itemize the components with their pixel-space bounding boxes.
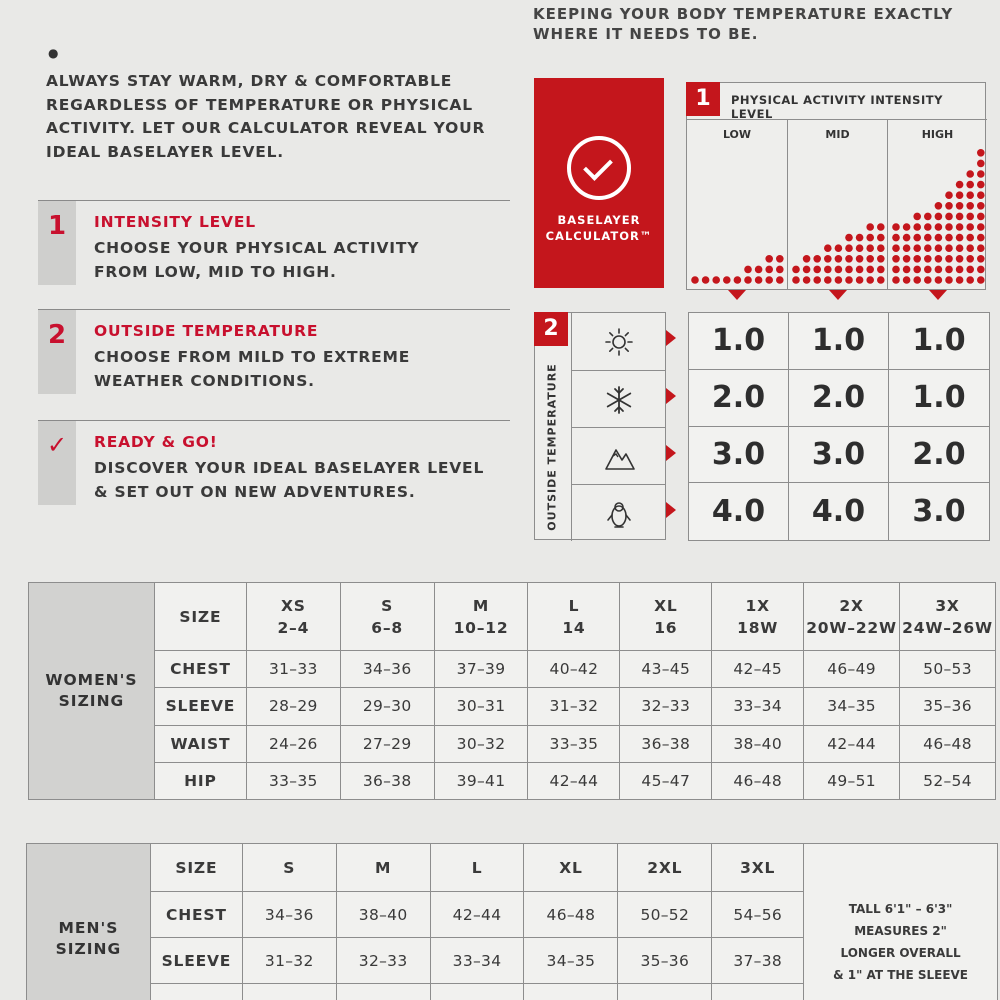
row-label: CHEST [150, 892, 242, 938]
intensity-dot [845, 276, 853, 284]
intensity-dot [924, 213, 932, 221]
intensity-dot [977, 160, 985, 168]
table-cell: 36–38 [620, 725, 712, 762]
intensity-dot [866, 223, 874, 231]
note-line: LONGER OVERALL [840, 946, 961, 960]
size-column-header: 3X 24W–26W [900, 583, 996, 651]
size-column-header: M [336, 844, 430, 892]
table-cell: 35–36 [900, 688, 996, 725]
step-ready [38, 420, 510, 506]
baselayer-level-value: 1.0 [889, 313, 989, 370]
intensity-dot [935, 234, 943, 242]
intensity-dot [966, 170, 974, 178]
step-title: OUTSIDE TEMPERATURE [94, 322, 319, 340]
step-description [94, 237, 504, 284]
table-cell: 32–33 [620, 688, 712, 725]
group-label-line: SIZING [55, 939, 122, 958]
activity-level-high [887, 119, 987, 289]
sun-icon [604, 327, 634, 357]
intensity-dot [877, 266, 885, 274]
intensity-dot [956, 202, 964, 210]
intensity-dot [903, 234, 911, 242]
intensity-dot [924, 266, 932, 274]
size-column-header: 1X 18W [712, 583, 804, 651]
table-cell: 45–47 [620, 762, 712, 799]
size-column-header: XS 2–4 [246, 583, 340, 651]
table-cell [430, 984, 524, 1000]
table-cell: 37–38 [712, 938, 804, 984]
intensity-dot [913, 244, 921, 252]
baselayer-calculator-badge [534, 78, 664, 288]
table-cell [336, 984, 430, 1000]
intensity-dot [913, 223, 921, 231]
table-cell: 28–29 [246, 688, 340, 725]
intensity-dot [913, 213, 921, 221]
step-desc-line: CHOOSE FROM MILD TO EXTREME [94, 348, 411, 366]
right-arrow-icon [666, 330, 676, 346]
table-cell: 35–36 [618, 938, 712, 984]
intensity-dot [755, 276, 763, 284]
right-arrow-icon [666, 445, 676, 461]
table-cell: 30–31 [434, 688, 528, 725]
intensity-dot [956, 181, 964, 189]
intensity-dots-high [888, 120, 988, 290]
mountain-icon [604, 442, 636, 472]
activity-level-label: MID [825, 128, 850, 141]
row-label: WAIST [154, 725, 246, 762]
group-label-line: WOMEN'S [45, 671, 138, 689]
intensity-dot [903, 244, 911, 252]
intensity-dot [935, 202, 943, 210]
size-column-header: 2X 20W–22W [804, 583, 900, 651]
calculator-label-line: CALCULATOR™ [545, 229, 653, 243]
intensity-dot [723, 276, 731, 284]
note-line: MEASURES 2" [854, 924, 947, 938]
mens-sizing-label [27, 844, 151, 1000]
table-cell: 33–35 [528, 725, 620, 762]
intensity-dot [877, 255, 885, 263]
intensity-dot [935, 266, 943, 274]
intensity-dot [945, 276, 953, 284]
down-arrow-icon [829, 290, 847, 300]
intensity-dot [824, 244, 832, 252]
intensity-dot [956, 244, 964, 252]
table-cell: 50–52 [618, 892, 712, 938]
table-cell: 46–48 [524, 892, 618, 938]
activity-number: 1 [686, 82, 720, 116]
step-number: 2 [38, 310, 76, 394]
group-label-line: SIZING [58, 692, 125, 710]
intensity-dot [977, 181, 985, 189]
down-arrow-icon [929, 290, 947, 300]
table-cell [242, 984, 336, 1000]
step-description [94, 457, 504, 504]
intensity-dot [792, 276, 800, 284]
activity-level-low [687, 119, 787, 289]
intensity-dot [856, 276, 864, 284]
table-cell [712, 984, 804, 1000]
intensity-dot [845, 255, 853, 263]
intro-text [46, 70, 486, 164]
intensity-dot [835, 276, 843, 284]
step-title: READY & GO! [94, 433, 218, 451]
intensity-dot [866, 255, 874, 263]
intensity-dot [835, 244, 843, 252]
intensity-dot [945, 244, 953, 252]
table-cell: 49–51 [804, 762, 900, 799]
table-cell: 40–42 [528, 651, 620, 688]
right-arrow-icon [666, 388, 676, 404]
table-cell: 34–36 [242, 892, 336, 938]
intensity-dot [824, 276, 832, 284]
intensity-dot [734, 276, 742, 284]
baselayer-level-value: 1.0 [889, 370, 989, 427]
intensity-dot [956, 213, 964, 221]
intensity-dot [903, 276, 911, 284]
table-cell: 31–32 [528, 688, 620, 725]
intensity-dot [966, 266, 974, 274]
intensity-dot [945, 202, 953, 210]
table-cell: 32–33 [336, 938, 430, 984]
intensity-dot [765, 255, 773, 263]
note-line: TALL 6'1" – 6'3" [848, 902, 953, 916]
baselayer-level-value: 1.0 [689, 313, 789, 370]
penguin-icon [604, 499, 634, 529]
intensity-dot [924, 234, 932, 242]
intensity-dot [744, 266, 752, 274]
intensity-dot [824, 266, 832, 274]
intensity-dot [776, 255, 784, 263]
table-row [29, 688, 996, 725]
size-column-header: S 6–8 [340, 583, 434, 651]
calculator-label-line: BASELAYER [557, 213, 641, 227]
table-cell: 42–44 [430, 892, 524, 938]
leaf-icon: ● [48, 46, 59, 60]
mens-sizing-table [26, 843, 998, 1000]
step-desc-line: DISCOVER YOUR IDEAL BASELAYER LEVEL [94, 459, 485, 477]
table-cell: 34–35 [804, 688, 900, 725]
table-cell: 46–48 [712, 762, 804, 799]
intensity-dot [977, 170, 985, 178]
intensity-dot [935, 244, 943, 252]
activity-title: PHYSICAL ACTIVITY INTENSITY LEVEL [731, 93, 943, 121]
row-label: SLEEVE [154, 688, 246, 725]
intensity-dot [924, 244, 932, 252]
intensity-dot [892, 266, 900, 274]
intensity-dot [913, 266, 921, 274]
tagline [533, 4, 993, 44]
note-line: & 1" AT THE SLEEVE [833, 968, 969, 982]
intensity-dot [835, 255, 843, 263]
table-cell: 30–32 [434, 725, 528, 762]
row-label: SLEEVE [150, 938, 242, 984]
intensity-dot [803, 255, 811, 263]
step-temperature [38, 309, 510, 395]
intensity-dot [845, 244, 853, 252]
intensity-dot [977, 213, 985, 221]
womens-sizing-label [29, 583, 155, 800]
table-cell [150, 984, 242, 1000]
step-intensity [38, 200, 510, 286]
baselayer-level-value: 2.0 [689, 370, 789, 427]
intensity-dot [945, 255, 953, 263]
baselayer-level-value: 2.0 [889, 427, 989, 484]
table-cell: 27–29 [340, 725, 434, 762]
intensity-dot [977, 202, 985, 210]
step-description [94, 346, 504, 393]
baselayer-level-value: 1.0 [789, 313, 889, 370]
tagline-line: KEEPING YOUR BODY TEMPERATURE EXACTLY [533, 5, 954, 23]
intensity-dot [765, 266, 773, 274]
intensity-dot [977, 244, 985, 252]
intro-line: IDEAL BASELAYER LEVEL. [46, 142, 284, 161]
intensity-dot [966, 181, 974, 189]
intensity-dot [824, 255, 832, 263]
intensity-dot [866, 244, 874, 252]
table-cell: 33–35 [246, 762, 340, 799]
intensity-dot [892, 223, 900, 231]
intensity-dot [877, 244, 885, 252]
intensity-dot [856, 266, 864, 274]
intensity-dot [892, 244, 900, 252]
temperature-cold [571, 370, 666, 427]
temperature-title: OUTSIDE TEMPERATURE [545, 363, 559, 531]
intensity-dot [835, 266, 843, 274]
temperature-mild [571, 313, 666, 370]
temperature-number: 2 [534, 312, 568, 346]
baselayer-level-value: 4.0 [689, 483, 789, 540]
intensity-dot [813, 266, 821, 274]
baselayer-level-value: 3.0 [912, 494, 966, 530]
baselayer-level-value: 3.0 [689, 427, 789, 484]
intensity-dot [935, 276, 943, 284]
baselayer-level-value: 3.0 [789, 427, 889, 484]
table-cell [618, 984, 712, 1000]
row-label: HIP [154, 762, 246, 799]
intensity-dot [977, 266, 985, 274]
intensity-dot [903, 255, 911, 263]
intensity-dot [712, 276, 720, 284]
intensity-dot [903, 223, 911, 231]
intensity-dot [866, 266, 874, 274]
intensity-dot [945, 266, 953, 274]
size-column-header: 2XL [618, 844, 712, 892]
right-arrow-icon [666, 502, 676, 518]
intensity-dot [977, 255, 985, 263]
intensity-dot [956, 255, 964, 263]
table-cell: 38–40 [336, 892, 430, 938]
table-cell [524, 984, 618, 1000]
size-column-header: S [242, 844, 336, 892]
temperature-very-cold [571, 427, 666, 484]
size-header: SIZE [154, 583, 246, 651]
table-cell: 31–32 [242, 938, 336, 984]
table-cell: 39–41 [434, 762, 528, 799]
intensity-dot [892, 255, 900, 263]
intensity-dot [856, 244, 864, 252]
step-number: 1 [38, 201, 76, 285]
step-title: INTENSITY LEVEL [94, 213, 256, 231]
down-arrow-icon [728, 290, 746, 300]
intensity-dot [977, 149, 985, 157]
check-icon: ✓ [38, 421, 76, 505]
intensity-dot [856, 234, 864, 242]
table-cell: 46–48 [900, 725, 996, 762]
activity-level-label: HIGH [921, 128, 954, 141]
intensity-dot [765, 276, 773, 284]
intensity-dots-mid [788, 120, 888, 290]
intensity-dot [935, 223, 943, 231]
intensity-dot [977, 234, 985, 242]
intro-line: ALWAYS STAY WARM, DRY & COMFORTABLE [46, 72, 453, 90]
intensity-dot [966, 244, 974, 252]
size-column-header: XL 16 [620, 583, 712, 651]
intensity-dot [966, 255, 974, 263]
temperature-extreme [571, 484, 666, 541]
intensity-dot [966, 234, 974, 242]
intensity-dot [903, 266, 911, 274]
size-header: SIZE [150, 844, 242, 892]
intensity-dot [966, 202, 974, 210]
size-column-header: L [430, 844, 524, 892]
size-column-header: 3XL [712, 844, 804, 892]
baselayer-level-grid [688, 312, 990, 541]
outside-temperature-panel [534, 312, 666, 540]
activity-level-label: LOW [722, 128, 752, 141]
intensity-dot [977, 276, 985, 284]
table-cell: 38–40 [712, 725, 804, 762]
intensity-dot [803, 276, 811, 284]
table-cell: 54–56 [712, 892, 804, 938]
table-cell: 34–36 [340, 651, 434, 688]
intensity-dot [945, 213, 953, 221]
step-desc-line: WEATHER CONDITIONS. [94, 371, 315, 390]
table-cell: 36–38 [340, 762, 434, 799]
baselayer-level-value: 2.0 [789, 370, 889, 427]
intensity-dot [945, 234, 953, 242]
table-row [29, 651, 996, 688]
intensity-dot [913, 276, 921, 284]
check-circle-icon [567, 136, 631, 200]
intensity-dot [913, 255, 921, 263]
tagline-line: WHERE IT NEEDS TO BE. [533, 25, 759, 43]
intensity-dot [755, 266, 763, 274]
intensity-dot [945, 191, 953, 199]
step-desc-line: FROM LOW, MID TO HIGH. [94, 262, 337, 281]
intensity-dot [866, 276, 874, 284]
table-row [29, 762, 996, 799]
intensity-dot [935, 255, 943, 263]
snowflake-icon [604, 385, 634, 415]
intensity-dot [866, 234, 874, 242]
intensity-dot [744, 276, 752, 284]
table-row [29, 725, 996, 762]
table-cell: 46–49 [804, 651, 900, 688]
table-cell: 43–45 [620, 651, 712, 688]
intensity-dot [877, 234, 885, 242]
table-cell: 33–34 [712, 688, 804, 725]
intensity-dot [956, 266, 964, 274]
table-cell: 50–53 [900, 651, 996, 688]
table-cell: 29–30 [340, 688, 434, 725]
tall-size-note [804, 844, 998, 1000]
intensity-dot [877, 223, 885, 231]
intensity-dot [776, 266, 784, 274]
intensity-dot [945, 223, 953, 231]
step-desc-line: & SET OUT ON NEW ADVENTURES. [94, 482, 416, 501]
table-cell: 42–44 [528, 762, 620, 799]
intensity-dot [977, 191, 985, 199]
intensity-dot [813, 276, 821, 284]
activity-intensity-panel [686, 82, 986, 290]
baselayer-level-value: 4.0 [789, 483, 889, 540]
intensity-dot [845, 234, 853, 242]
intensity-dot [702, 276, 710, 284]
calculator-label [534, 212, 664, 244]
table-cell: 42–45 [712, 651, 804, 688]
intensity-dot [956, 234, 964, 242]
intensity-dot [935, 213, 943, 221]
intensity-dot [892, 276, 900, 284]
intensity-dot [924, 223, 932, 231]
intensity-dot [845, 266, 853, 274]
intensity-dot [956, 223, 964, 231]
intensity-dot [966, 223, 974, 231]
intensity-dot [776, 276, 784, 284]
table-cell: 31–33 [246, 651, 340, 688]
intro-line: REGARDLESS OF TEMPERATURE OR PHYSICAL [46, 95, 473, 114]
intensity-dot [691, 276, 699, 284]
table-cell: 42–44 [804, 725, 900, 762]
intensity-dot [813, 255, 821, 263]
intensity-dot [966, 213, 974, 221]
intensity-dot [956, 276, 964, 284]
size-column-header: XL [524, 844, 618, 892]
table-cell: 37–39 [434, 651, 528, 688]
step-desc-line: CHOOSE YOUR PHYSICAL ACTIVITY [94, 239, 420, 257]
size-column-header: M 10–12 [434, 583, 528, 651]
table-cell: 33–34 [430, 938, 524, 984]
intensity-dot [924, 276, 932, 284]
group-label-line: MEN'S [58, 918, 119, 937]
intensity-dot [803, 266, 811, 274]
intensity-dot [977, 223, 985, 231]
size-column-header: L 14 [528, 583, 620, 651]
intro-line: ACTIVITY. LET OUR CALCULATOR REVEAL YOUR [46, 119, 486, 137]
intensity-dot [892, 234, 900, 242]
table-cell: 34–35 [524, 938, 618, 984]
table-cell: 52–54 [900, 762, 996, 799]
intensity-dot [792, 266, 800, 274]
intensity-dot [877, 276, 885, 284]
intensity-dot [966, 276, 974, 284]
row-label: CHEST [154, 651, 246, 688]
intensity-dots-low [687, 120, 787, 290]
womens-sizing-table [28, 582, 996, 800]
activity-level-mid [787, 119, 887, 289]
intensity-dot [913, 234, 921, 242]
intensity-dot [924, 255, 932, 263]
table-cell: 24–26 [246, 725, 340, 762]
intensity-dot [956, 191, 964, 199]
intensity-dot [966, 191, 974, 199]
intensity-dot [856, 255, 864, 263]
